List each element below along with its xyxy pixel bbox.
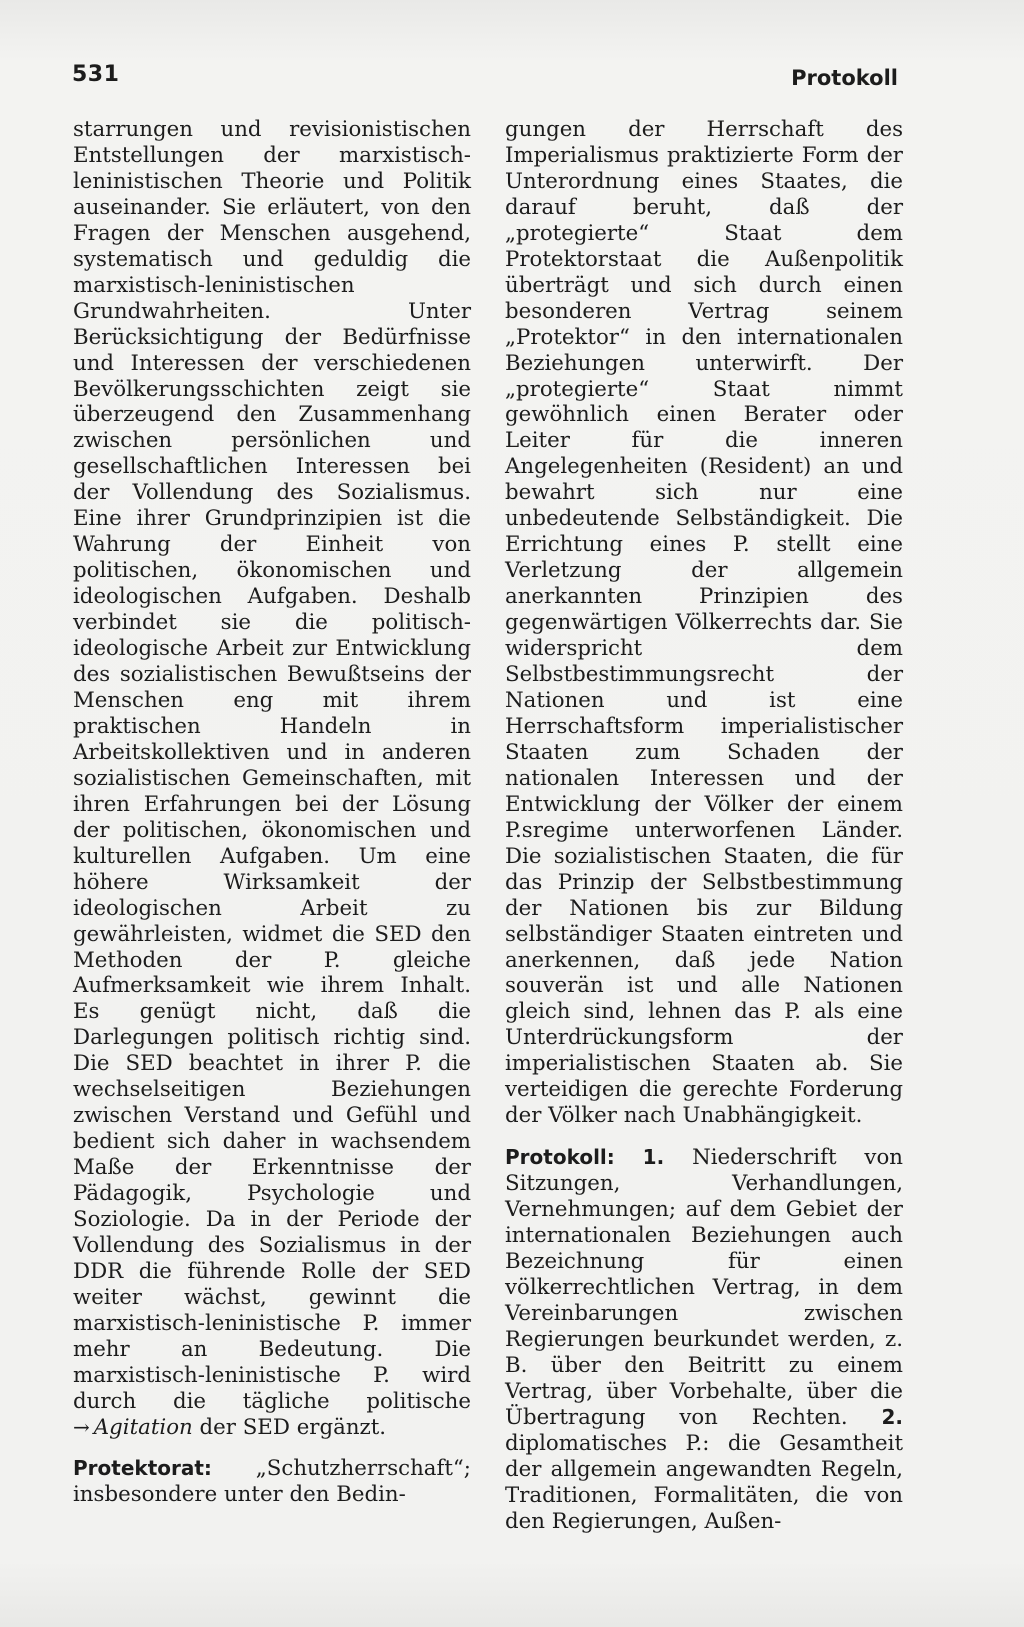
left-column	[73, 117, 471, 1508]
running-head: Protokoll	[791, 66, 898, 90]
entry-text: „Schutzherrschaft“; insbesondere unter den Bedin-	[73, 1455, 471, 1507]
paragraph-text: starrungen und revisionistischen Entstellungen der marxistisch-leninistischen Theorie und Politik auseinander. Sie erläutert, von den Fragen der Menschen ausgehend, systematisch und geduldig die marxistisch-leninistischen Grundwahrheiten. Unter Berücksichtigung der Bedürfnisse und Interessen der verschiedenen Bevölkerungsschichten zeigt sie überzeugend den Zusammenhang zwischen persönlichen und gesellschaftlichen Interessen bei der Vollendung des Sozialismus. Eine ihrer Grundprinzipien ist die Wahrung der Einheit von politischen, ökonomischen und ideologischen Aufgaben. Deshalb verbindet sie die politisch-ideologische Arbeit zur Entwicklung des sozialistischen Bewußtseins der Menschen eng mit ihrem praktischen Handeln in Arbeitskollektiven und in anderen sozialistischen Gemeinschaften, mit ihren Erfahrungen bei der Lösung der politischen, ökonomischen und kulturellen Aufgaben. Um eine höhere Wirksamkeit der ideologischen Arbeit zu gewährleisten, widmet die SED den Methoden der P. gleiche Aufmerksamkeit wie ihrem Inhalt. Es genügt nicht, daß die Darlegungen politisch richtig sind. Die SED beachtet in ihrer P. die wechselseitigen Beziehungen zwischen Verstand und Gefühl und bedient sich daher in wachsendem Maße der Erkenntnisse der Pädagogik, Psychologie und Soziologie. Da in der Periode der Vollendung des Sozialismus in der DDR die führende Rolle der SED weiter wächst, gewinnt die marxistisch-leninistische P. immer mehr an Bedeutung. Die marxistisch-leninistische P. wird durch die tägliche politische	[73, 117, 471, 1414]
sense-number: 1.	[642, 1145, 665, 1170]
sense-number: 2.	[881, 1404, 903, 1429]
entry-text: diplomatisches P.: die Gesamtheit der allgemein angewandten Regeln, Traditionen, Formalitäten, die von den Regierungen, Außen-	[505, 1430, 903, 1534]
continued-paragraph	[73, 117, 471, 1441]
cross-reference-arrow-icon: →	[73, 1414, 90, 1439]
entry-protokoll	[505, 1145, 903, 1534]
entry-text: Niederschrift von Sitzungen, Verhandlungen, Vernehmungen; auf dem Gebiet der internationalen Beziehungen auch Bezeichnung für einen völkerrechtlichen Vertrag, in dem Vereinbarungen zwischen Regierungen beurkundet werden, z. B. über den Beitritt zu einem Vertrag, über Vorbehalte, über die Übertragung von Rechten.	[505, 1145, 903, 1430]
entry-headword: Protektorat:	[73, 1455, 212, 1480]
entry-headword: Protokoll:	[505, 1145, 615, 1170]
paragraph-end: der SED ergänzt.	[192, 1414, 387, 1440]
continued-paragraph: gungen der Herrschaft des Imperialismus praktizierte Form der Unterordnung eines Staates, die darauf beruht, daß der „protegierte“ Staat dem Protektorstaat die Außenpolitik überträgt und sich durch einen besonderen Vertrag seinem „Protektor“ in den internationalen Beziehungen unterwirft. Der „protegierte“ Staat nimmt gewöhnlich einen Berater oder Leiter für die inneren Angelegenheiten (Resident) an und bewahrt sich nur eine unbedeutende Selbständigkeit. Die Errichtung eines P. stellt eine Verletzung der allgemein anerkannten Prinzipien des gegenwärtigen Völkerrechts dar. Sie widerspricht dem Selbstbestimmungsrecht der Nationen und ist eine Herrschaftsform imperialistischer Staaten zum Schaden der nationalen Interessen und der Entwicklung der Völker der einem P.sregime unterworfenen Länder. Die sozialistischen Staaten, die für das Prinzip der Selbstbestimmung der Nationen bis zur Bildung selbständiger Staaten eintreten und anerkennen, daß jede Nation souverän ist und alle Nationen gleich sind, lehnen das P. als eine Unterdrückungsform der imperialistischen Staaten ab. Sie verteidigen die gerechte Forderung der Völker nach Unabhängigkeit.	[505, 117, 903, 1129]
right-column	[505, 117, 903, 1534]
entry-protektorat	[73, 1456, 471, 1508]
cross-reference-link[interactable]: Agitation	[93, 1414, 193, 1440]
page-number: 531	[72, 62, 120, 87]
